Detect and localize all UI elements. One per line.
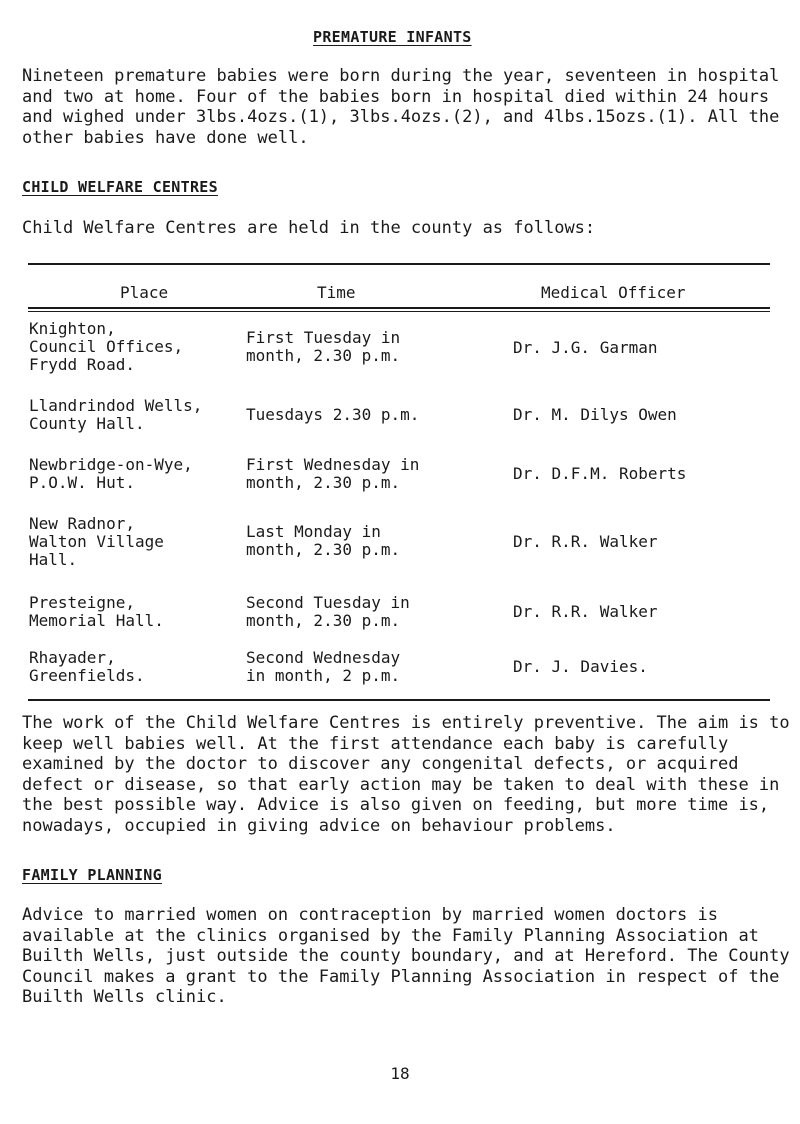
child-welfare-centres-heading: CHILD WELFARE CENTRES: [22, 178, 218, 196]
column-header-time: Time: [317, 283, 356, 302]
place-cell: Rhayader, Greenfields.: [29, 648, 145, 685]
column-header-place: Place: [120, 283, 169, 302]
time-cell: Tuesdays 2.30 p.m.: [246, 405, 420, 424]
place-cell: New Radnor, Walton Village Hall.: [29, 514, 164, 569]
time-cell: Last Monday in month, 2.30 p.m.: [246, 522, 401, 559]
time-cell: First Tuesday in month, 2.30 p.m.: [246, 328, 401, 365]
time-cell: First Wednesday in month, 2.30 p.m.: [246, 455, 420, 492]
header-rule-second: [28, 311, 770, 312]
officer-cell: Dr. R.R. Walker: [513, 532, 658, 551]
header-rule: [28, 307, 770, 309]
family-planning-heading: FAMILY PLANNING: [22, 866, 162, 884]
column-header-medical-officer: Medical Officer: [541, 283, 686, 302]
officer-cell: Dr. R.R. Walker: [513, 602, 658, 621]
place-cell: Knighton, Council Offices, Frydd Road.: [29, 319, 184, 374]
premature-infants-paragraph: Nineteen premature babies were born during the year, seventeen in hospital and two at home. Four of the babies born in hospital died within 24 hours and wighed under 3lbs.4ozs.(1), 3lbs.4ozs.(2), and 4lbs.15ozs.(1). All the other babies have done well.: [22, 66, 780, 148]
place-cell: Newbridge-on-Wye, P.O.W. Hut.: [29, 455, 193, 492]
officer-cell: Dr. J. Davies.: [513, 657, 648, 676]
officer-cell: Dr. D.F.M. Roberts: [513, 464, 687, 483]
page-number: 18: [390, 1064, 410, 1083]
family-planning-paragraph: Advice to married women on contraception by married women doctors is available at the clinics organised by the Family Planning Association at Builth Wells, just outside the county boundary, and at Hereford. The County Council makes a grant to the Family Planning Association in respect of the Builth Wells clinic.: [22, 905, 790, 1007]
table-bottom-rule: [28, 699, 770, 701]
premature-infants-heading: PREMATURE INFANTS: [313, 28, 472, 46]
place-cell: Llandrindod Wells, County Hall.: [29, 396, 203, 433]
officer-cell: Dr. M. Dilys Owen: [513, 405, 677, 424]
place-cell: Presteigne, Memorial Hall.: [29, 593, 164, 630]
time-cell: Second Tuesday in month, 2.30 p.m.: [246, 593, 410, 630]
officer-cell: Dr. J.G. Garman: [513, 338, 658, 357]
child-welfare-intro: Child Welfare Centres are held in the county as follows:: [22, 218, 596, 238]
table-top-rule: [28, 263, 770, 265]
child-welfare-paragraph: The work of the Child Welfare Centres is entirely preventive. The aim is to keep well babies well. At the first attendance each baby is carefully examined by the doctor to discover any congenital defects, or acquired defect or disease, so that early action may be taken to deal with these in the best possible way. Advice is also given on feeding, but more time is, nowadays, occupied in giving advice on behaviour problems.: [22, 713, 790, 836]
time-cell: Second Wednesday in month, 2 p.m.: [246, 648, 401, 685]
